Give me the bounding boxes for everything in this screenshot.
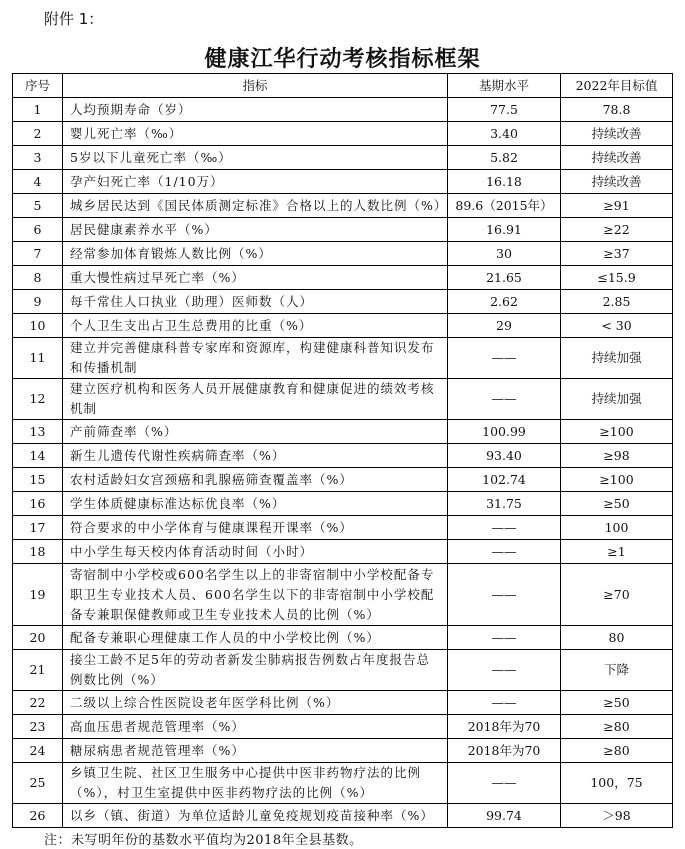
row-base-level: 77.5 [448,98,561,122]
row-base-level: 99.74 [448,804,561,828]
row-target-value: ≥80 [561,715,673,739]
header-indicator: 指标 [63,74,448,98]
row-base-level: —— [448,379,561,420]
row-number: 4 [13,170,63,194]
table-row [13,804,673,828]
table-row [13,146,673,170]
table-header-row [13,74,673,98]
row-base-level: —— [448,564,561,626]
table-row [13,650,673,691]
table-row [13,290,673,314]
row-base-level: 16.91 [448,218,561,242]
row-number: 24 [13,739,63,763]
row-number: 15 [13,468,63,492]
row-number: 10 [13,314,63,338]
row-base-level: 29 [448,314,561,338]
table-row [13,98,673,122]
table-row [13,540,673,564]
row-indicator: 符合要求的中小学体育与健康课程开课率（%） [63,516,448,540]
row-indicator: 每千常住人口执业（助理）医师数（人） [63,290,448,314]
row-indicator: 个人卫生支出占卫生总费用的比重（%） [63,314,448,338]
row-target-value: ≥50 [561,691,673,715]
table-row [13,492,673,516]
row-target-value: 持续加强 [561,338,673,379]
row-base-level: 31.75 [448,492,561,516]
row-number: 16 [13,492,63,516]
table-row [13,338,673,379]
table-row [13,444,673,468]
row-target-value: ≥1 [561,540,673,564]
row-target-value: < 30 [561,314,673,338]
row-base-level: 5.82 [448,146,561,170]
row-target-value: ≥50 [561,492,673,516]
document-title: 健康江华行动考核指标框架 [204,46,481,72]
row-number: 25 [13,763,63,804]
row-base-level: —— [448,626,561,650]
row-target-value: 持续改善 [561,122,673,146]
table-row [13,242,673,266]
row-target-value: ≥100 [561,420,673,444]
row-number: 19 [13,564,63,626]
row-base-level: 2.62 [448,290,561,314]
row-number: 17 [13,516,63,540]
row-indicator: 以乡（镇、街道）为单位适龄儿童免疫规划疫苗接种率（%） [63,804,448,828]
row-number: 1 [13,98,63,122]
table-row [13,122,673,146]
row-target-value: ≤15.9 [561,266,673,290]
table-row [13,564,673,626]
attachment-label: 附件 1： [44,10,104,28]
row-base-level: —— [448,516,561,540]
row-base-level: —— [448,650,561,691]
table-row [13,715,673,739]
row-indicator: 配备专兼职心理健康工作人员的中小学校比例（%） [63,626,448,650]
row-number: 20 [13,626,63,650]
row-target-value: ≥98 [561,444,673,468]
row-base-level: 2018年为70 [448,715,561,739]
table-row [13,266,673,290]
row-number: 14 [13,444,63,468]
row-indicator: 接尘工龄不足5年的劳动者新发尘肺病报告例数占年度报告总例数比例（%） [63,650,448,691]
indicator-table [12,73,673,828]
row-target-value: ＞98 [561,804,673,828]
row-target-value: 78.8 [561,98,673,122]
row-indicator: 婴儿死亡率（‰） [63,122,448,146]
row-base-level: 102.74 [448,468,561,492]
row-number: 6 [13,218,63,242]
row-number: 7 [13,242,63,266]
row-base-level: 89.6（2015年） [448,194,561,218]
row-target-value: 80 [561,626,673,650]
row-base-level: 2018年为70 [448,739,561,763]
row-indicator: 寄宿制中小学校或600名学生以上的非寄宿制中小学校配备专职卫生专业技术人员、600名学生以下的非寄宿制中小学校配备专兼职保健教师或卫生专业技术人员的比例（%） [63,564,448,626]
row-indicator: 新生儿遗传代谢性疾病筛查率（%） [63,444,448,468]
row-indicator: 居民健康素养水平（%） [63,218,448,242]
row-target-value: ≥91 [561,194,673,218]
row-indicator: 乡镇卫生院、社区卫生服务中心提供中医非药物疗法的比例（%），村卫生室提供中医非药物疗法的比例（%） [63,763,448,804]
table-row [13,314,673,338]
row-target-value: 100，75 [561,763,673,804]
row-indicator: 二级以上综合性医院设老年医学科比例（%） [63,691,448,715]
row-target-value: 100 [561,516,673,540]
row-target-value: 2.85 [561,290,673,314]
table-row [13,468,673,492]
row-target-value: 持续加强 [561,379,673,420]
row-indicator: 学生体质健康标准达标优良率（%） [63,492,448,516]
row-number: 18 [13,540,63,564]
table-row [13,420,673,444]
table-row [13,194,673,218]
row-indicator: 建立医疗机构和医务人员开展健康教育和健康促进的绩效考核机制 [63,379,448,420]
row-indicator: 经常参加体育锻炼人数比例（%） [63,242,448,266]
footnote: 注：未写明年份的基数水平值均为2018年全县基数。 [44,833,363,848]
row-indicator: 建立并完善健康科普专家库和资源库，构建健康科普知识发布和传播机制 [63,338,448,379]
row-number: 2 [13,122,63,146]
table-row [13,379,673,420]
row-number: 26 [13,804,63,828]
header-no: 序号 [13,74,63,98]
table-row [13,691,673,715]
row-indicator: 人均预期寿命（岁） [63,98,448,122]
row-base-level: 30 [448,242,561,266]
row-number: 9 [13,290,63,314]
table-row [13,739,673,763]
row-number: 22 [13,691,63,715]
row-target-value: ≥70 [561,564,673,626]
row-base-level: 3.40 [448,122,561,146]
row-target-value: 持续改善 [561,170,673,194]
row-number: 3 [13,146,63,170]
header-base: 基期水平 [448,74,561,98]
row-indicator: 中小学生每天校内体育活动时间（小时） [63,540,448,564]
row-base-level: —— [448,540,561,564]
row-number: 5 [13,194,63,218]
row-base-level: 93.40 [448,444,561,468]
row-indicator: 城乡居民达到《国民体质测定标准》合格以上的人数比例（%） [63,194,448,218]
row-indicator: 重大慢性病过早死亡率（%） [63,266,448,290]
row-base-level: 16.18 [448,170,561,194]
row-base-level: —— [448,691,561,715]
row-base-level: 100.99 [448,420,561,444]
row-number: 12 [13,379,63,420]
row-number: 21 [13,650,63,691]
row-indicator: 产前筛查率（%） [63,420,448,444]
row-base-level: 21.65 [448,266,561,290]
row-target-value: ≥80 [561,739,673,763]
table-row [13,763,673,804]
row-target-value: ≥37 [561,242,673,266]
row-indicator: 孕产妇死亡率（1/10万） [63,170,448,194]
row-number: 8 [13,266,63,290]
table-row [13,170,673,194]
row-indicator: 糖尿病患者规范管理率（%） [63,739,448,763]
row-number: 13 [13,420,63,444]
header-target: 2022年目标值 [561,74,673,98]
row-target-value: 下降 [561,650,673,691]
row-target-value: ≥100 [561,468,673,492]
row-base-level: —— [448,763,561,804]
row-target-value: ≥22 [561,218,673,242]
table-row [13,626,673,650]
row-number: 11 [13,338,63,379]
row-indicator: 高血压患者规范管理率（%） [63,715,448,739]
table-row [13,218,673,242]
row-number: 23 [13,715,63,739]
table-row [13,516,673,540]
row-indicator: 农村适龄妇女宫颈癌和乳腺癌筛查覆盖率（%） [63,468,448,492]
row-target-value: 持续改善 [561,146,673,170]
row-base-level: —— [448,338,561,379]
row-indicator: 5岁以下儿童死亡率（‰） [63,146,448,170]
